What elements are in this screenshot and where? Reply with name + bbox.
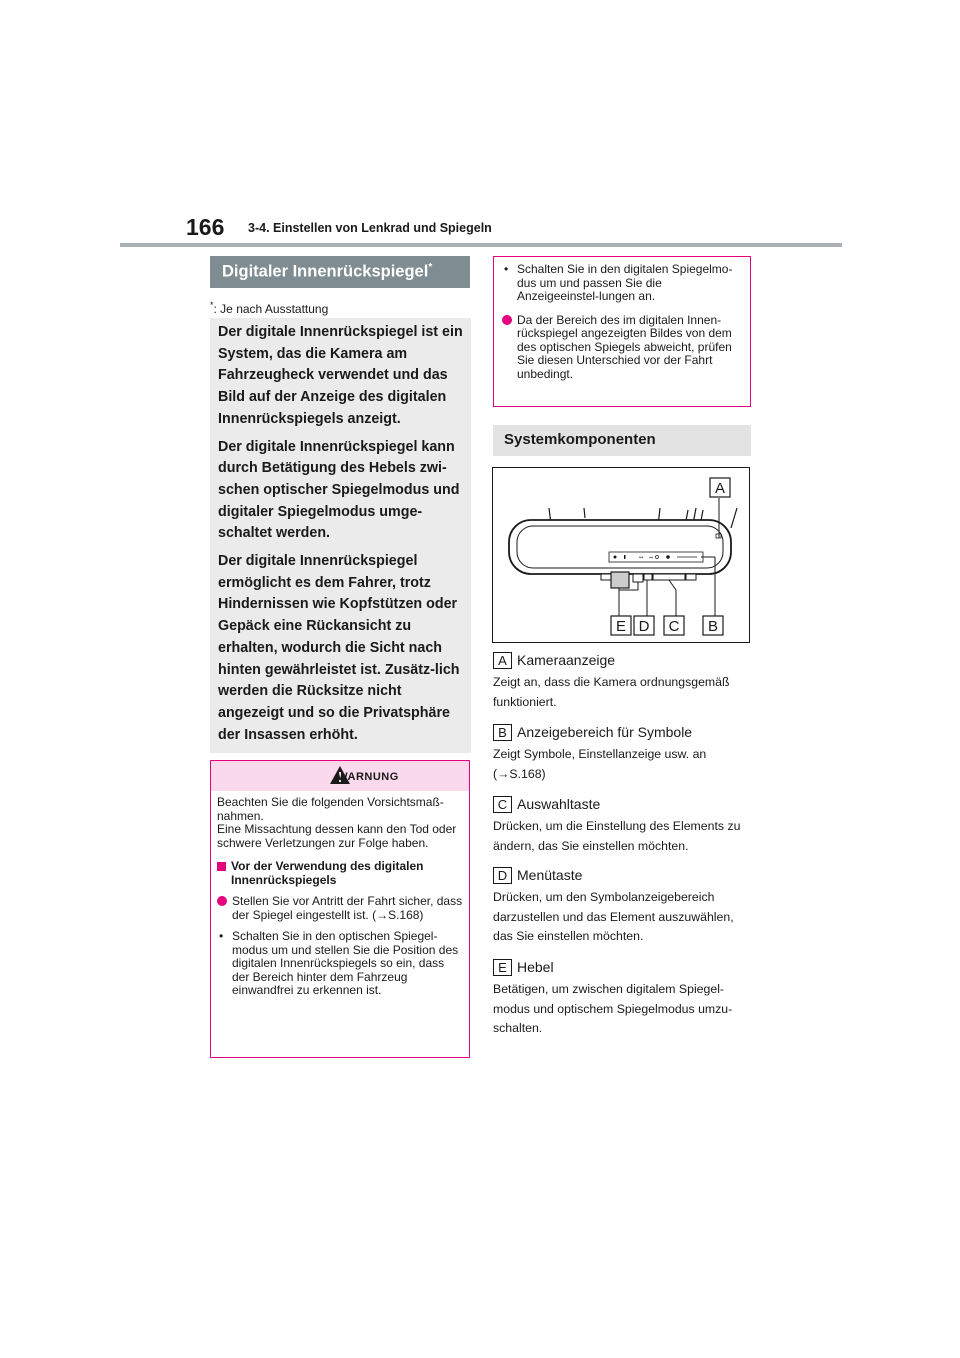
- figure-label-b: B: [707, 618, 719, 635]
- component-title: Hebel: [517, 959, 554, 975]
- intro-paragraph-3: Der digitale Innenrückspiegel ermöglicht es dem Fahrer, trotz Hindernissen wie Kopfstützen oder Gepäck eine Rückansicht zu erhalten, wodurch die Sicht nach hinten gewährleistet ist. Zusätz-lich werden die Rücksitze nicht angezeigt und so die Privatsphäre der Insassen erhöht.: [218, 553, 460, 743]
- intro-paragraph-2: Der digitale Innenrückspiegel kann durch Betätigung des Hebels zwi-schen optischer Spiegelmodus und digitaler Spiegelmodus umge-schaltet werden.: [218, 438, 460, 542]
- warning-bullet: Da der Bereich des im digitalen Innen-rückspiegel angezeigten Bildes von dem des optischen Spiegels abweicht, prüfen Sie diesen Unterschied vor der Fahrt unbedingt.: [502, 314, 742, 382]
- svg-text:⇔: ⇔: [649, 555, 654, 561]
- bullet-dot-icon: [217, 896, 227, 906]
- component-description: Drücken, um den Symbolanzeigebereich darzustellen und das Element auszuwählen, das Sie einstellen möchten.: [493, 890, 734, 943]
- dash-bullet-icon: •: [219, 929, 224, 943]
- intro-paragraph-1: Der digitale Innenrückspiegel ist ein System, das die Kamera am Fahrzeugheck verwendet und das Bild auf der Anzeige des digitalen Innenrückspiegels anzeigt.: [218, 324, 463, 427]
- figure-label-d: D: [638, 618, 650, 635]
- component-description: Drücken, um die Einstellung des Elements zu ändern, das Sie einstellen möchten.: [493, 819, 741, 853]
- component-title: Anzeigebereich für Symbole: [517, 724, 693, 740]
- figure-label-c: C: [668, 618, 680, 635]
- square-bullet-icon: [217, 862, 226, 871]
- warning-label: WARNUNG: [337, 771, 399, 783]
- component-letter: A: [493, 652, 512, 669]
- warning-subheading: Vor der Verwendung des digitalen Innenrückspiegels: [217, 860, 463, 887]
- component-item: [493, 722, 753, 784]
- dash-bullet-icon: •: [504, 262, 509, 276]
- page-title-bar: [210, 256, 470, 288]
- svg-text:↔: ↔: [639, 555, 644, 561]
- component-title: Auswahltaste: [517, 796, 601, 812]
- warning-header: [211, 761, 469, 791]
- component-description: Zeigt Symbole, Einstellanzeige usw. an (→S.168): [493, 747, 707, 781]
- figure-label-a: A: [714, 480, 726, 497]
- component-letter: D: [493, 867, 512, 884]
- warning-bullet: Stellen Sie vor Antritt der Fahrt sicher, dass der Spiegel eingestellt ist. (→S.168): [217, 895, 463, 922]
- warning-continuation-box: [493, 256, 751, 407]
- component-title: Menütaste: [517, 867, 583, 883]
- component-letter: C: [493, 796, 512, 813]
- footnote: *: Je nach Ausstattung: [210, 300, 329, 316]
- page-title: Digitaler Innenrückspiegel*: [222, 262, 433, 281]
- mirror-illustration: [492, 467, 750, 643]
- warning-intro: Beachten Sie die folgenden Vorsichtsmaß-nahmen. Eine Missachtung dessen kann den Tod oder schwere Verletzungen zur Folge haben.: [217, 795, 457, 850]
- page-number: 166: [186, 214, 225, 240]
- component-item: [493, 865, 753, 947]
- intro-box: [210, 318, 471, 753]
- component-item: [493, 957, 753, 1039]
- component-item: [493, 794, 753, 856]
- warning-dash-item: • Schalten Sie in den digitalen Spiegelmo-dus um und passen Sie die Anzeigeeinstel-lungen an.: [504, 262, 733, 303]
- header-divider: [120, 243, 842, 247]
- component-item: [493, 650, 753, 712]
- warning-dash-item: • Schalten Sie in den optischen Spiegel-modus um und stellen Sie die Position des digitalen Innenrückspiegels so ein, dass der Bereich hinter dem Fahrzeug einwandfrei zu erkennen ist.: [219, 929, 459, 997]
- section-title: 3-4. Einstellen von Lenkrad und Spiegeln: [248, 221, 492, 235]
- section-heading-bar: [493, 425, 751, 456]
- bullet-dot-icon: [502, 315, 512, 325]
- component-description: Zeigt an, dass die Kamera ordnungsgemäß funktioniert.: [493, 675, 730, 709]
- component-title: Kameraanzeige: [517, 652, 616, 668]
- component-letter: B: [493, 724, 512, 741]
- section-heading: Systemkomponenten: [504, 431, 656, 448]
- warning-box: [210, 760, 470, 1058]
- component-description: Betätigen, um zwischen digitalem Spiegel-modus und optischem Spiegelmodus umzu-schalten.: [493, 982, 733, 1035]
- figure-label-e: E: [615, 618, 627, 635]
- component-letter: E: [493, 959, 512, 976]
